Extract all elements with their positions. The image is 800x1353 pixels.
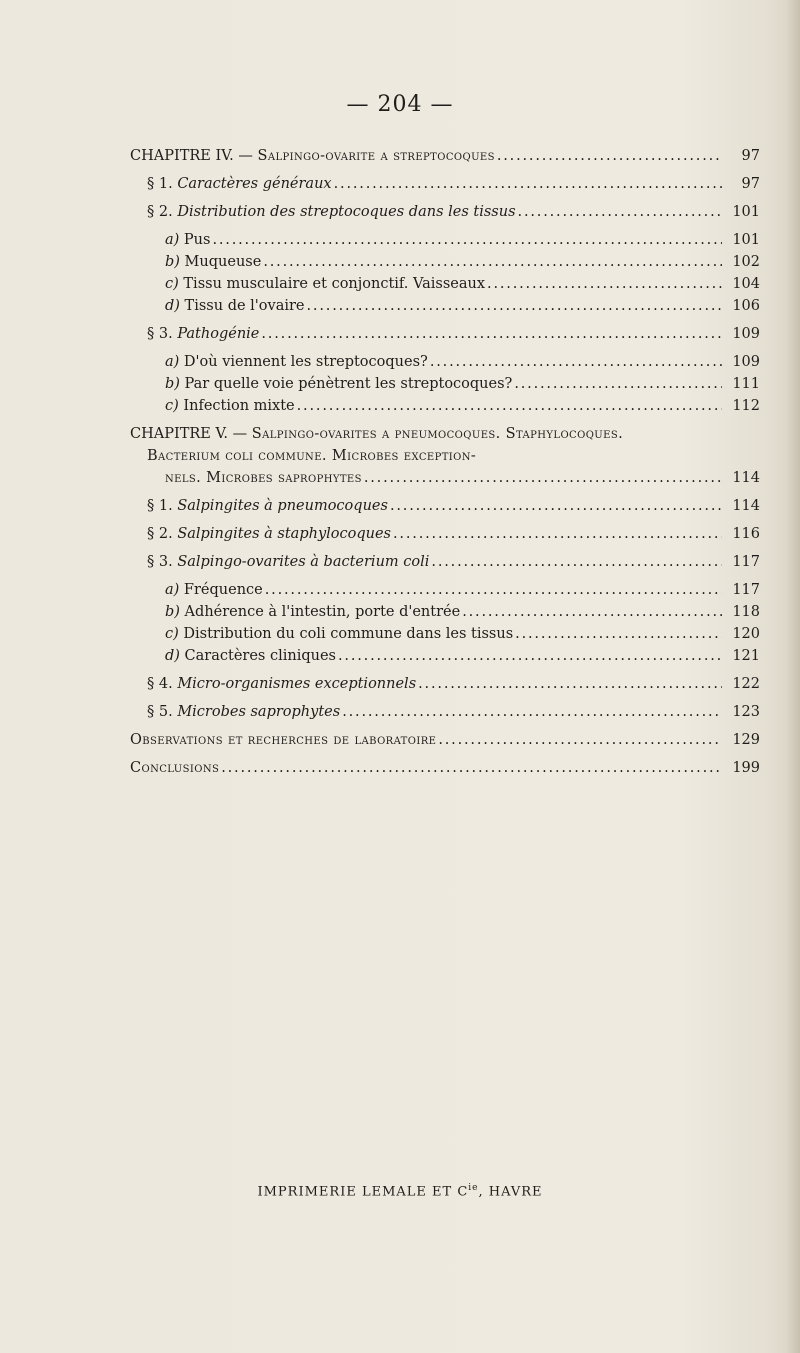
toc-section: § 4. Micro-organismes exceptionnels . . . 122: [147, 676, 760, 698]
toc-subsection: b) Par quelle voie pénètrent les streptocoques? . . . 111: [165, 376, 760, 398]
page-ref: 123: [732, 704, 760, 720]
toc-chapter-5-line3: nels. Microbes saprophytes . . . 114: [165, 470, 760, 492]
toc-chapter-4: [130, 148, 760, 170]
page-ref: 129: [732, 732, 760, 748]
toc-chapter-5-line2: Bacterium coli commune. Microbes exception-: [147, 448, 477, 464]
chapter-label: CHAPITRE V. —: [130, 426, 252, 442]
page-ref: 106: [732, 298, 760, 314]
toc-section: § 1. Salpingites à pneumocoques . . . 114: [147, 498, 760, 520]
toc-subsection: b) Adhérence à l'intestin, porte d'entrée . . . 118: [165, 604, 760, 626]
page-ref: 109: [732, 354, 760, 370]
toc-subsection: a) Pus . . . 101: [165, 232, 760, 254]
page-ref: 97: [741, 176, 760, 192]
chapter-title: Salpingo-ovarite a streptocoques: [257, 148, 495, 164]
toc-section: § 3. Pathogénie . . . 109: [147, 326, 760, 348]
section-title: Micro-organismes exceptionnels: [177, 676, 417, 692]
page-ref: 101: [732, 204, 760, 220]
section-title: Microbes saprophytes: [177, 704, 341, 720]
toc-subsection: c) Distribution du coli commune dans les tissus . . . 120: [165, 626, 760, 648]
toc-section: § 2. Distribution des streptocoques dans les tissus . . . 101: [147, 204, 760, 226]
toc-section: § 3. Salpingo-ovarites à bacterium coli . . . 117: [147, 554, 760, 576]
toc-subsection: b) Muqueuse . . . 102: [165, 254, 760, 276]
section-title: Salpingo-ovarites à bacterium coli: [177, 554, 430, 570]
chapter-label: CHAPITRE IV. —: [130, 148, 258, 164]
page-ref: 102: [732, 254, 760, 270]
page-ref: 120: [732, 626, 760, 642]
page-number: — 204 —: [346, 92, 454, 117]
section-title: Salpingites à staphylocoques: [177, 526, 392, 542]
page-ref: 199: [732, 760, 760, 776]
section-title: Observations et recherches de laboratoire: [130, 732, 437, 748]
toc-section: § 5. Microbes saprophytes . . . 123: [147, 704, 760, 726]
section-title: Salpingites à pneumocoques: [177, 498, 388, 514]
toc-subsection: d) Tissu de l'ovaire . . . 106: [165, 298, 760, 320]
page-ref: 101: [732, 232, 760, 248]
section-title: Pathogénie: [177, 326, 260, 342]
page-ref: 116: [732, 526, 760, 542]
toc-observations: [130, 732, 760, 754]
section-title: Distribution des streptocoques dans les tissus: [177, 204, 516, 220]
page-ref: 122: [732, 676, 760, 692]
printer-imprint: IMPRIMERIE LEMALE ET $C^{ie}$, HAVRE: [257, 1183, 543, 1200]
toc-subsection: a) D'où viennent les streptocoques? . . . 109: [165, 354, 760, 376]
section-title: Caractères généraux: [177, 176, 332, 192]
page-edge-shadow: [786, 0, 800, 1353]
page-ref: 118: [732, 604, 760, 620]
page-ref: 117: [732, 554, 760, 570]
page-ref: 111: [732, 376, 760, 392]
toc-section: § 1. Caractères généraux . . . 97: [147, 176, 760, 198]
toc-chapter-5-line1: CHAPITRE V. — Salpingo-ovarites a pneumocoques. Staphylocoques.: [130, 426, 624, 442]
page-ref: 114: [732, 498, 760, 514]
page-ref: 117: [732, 582, 760, 598]
toc-subsection: a) Fréquence . . . 117: [165, 582, 760, 604]
toc-conclusions: [130, 760, 760, 782]
page-ref: 104: [732, 276, 760, 292]
page-ref: 121: [732, 648, 760, 664]
page-ref: 112: [732, 398, 760, 414]
toc-section: § 2. Salpingites à staphylocoques . . . 116: [147, 526, 760, 548]
toc-subsection: c) Infection mixte . . . 112: [165, 398, 760, 420]
page-ref: 97: [741, 148, 760, 164]
section-title: Conclusions: [130, 760, 220, 776]
toc-subsection: d) Caractères cliniques . . . 121: [165, 648, 760, 670]
page-ref: 109: [732, 326, 760, 342]
toc-subsection: c) Tissu musculaire et conjonctif. Vaisseaux . . . 104: [165, 276, 760, 298]
page-ref: 114: [732, 470, 760, 486]
